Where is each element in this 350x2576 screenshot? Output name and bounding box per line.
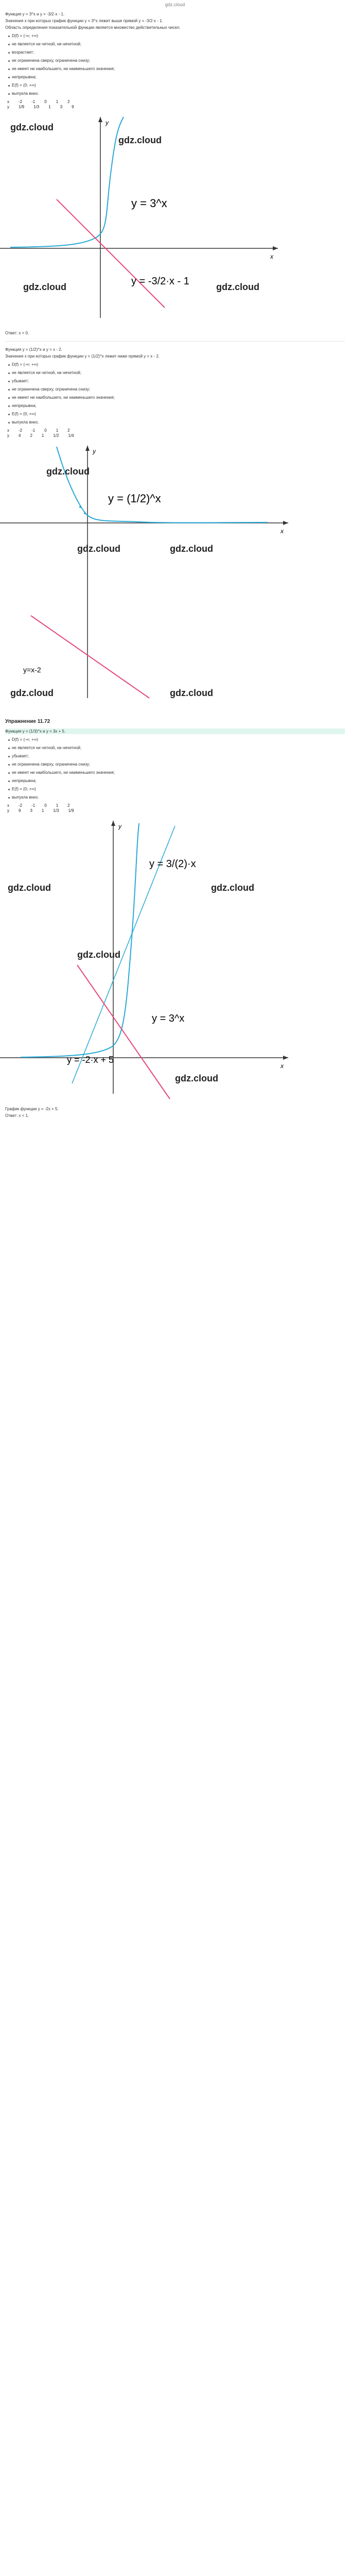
graph1-svg (0, 112, 350, 328)
table-row: y 1/9 1/3 1 3 9 (7, 105, 74, 109)
watermark: gdz.cloud (77, 950, 120, 960)
part2-section (0, 328, 350, 438)
graph2-label-exp: y = (1/2)^x (108, 492, 161, 505)
watermark: gdz.cloud (10, 122, 54, 132)
part1-section (0, 9, 350, 110)
graph3 (0, 816, 350, 1104)
x-axis-label: x (281, 528, 284, 535)
values-table (7, 99, 345, 110)
bullet-icon (8, 389, 10, 391)
prop-item: не ограничена сверху, ограничена снизу; (8, 58, 345, 63)
bullet-icon (8, 405, 10, 407)
part1-props-title: Область определения показательной функции является множество действительных чисел. (5, 25, 181, 30)
prop-item: не ограничена сверху, ограничена снизу; (8, 762, 345, 767)
watermark: gdz.cloud (170, 544, 213, 554)
bullet-icon (8, 372, 10, 374)
watermark: gdz.cloud (10, 688, 54, 698)
exercise-heading: Упражнение 11.72 (5, 719, 50, 724)
prop-item: выпукла вниз. (8, 795, 345, 800)
watermark: gdz.cloud (8, 883, 51, 893)
x-arrow-icon (273, 246, 278, 250)
bullet-icon (8, 381, 10, 382)
prop-item: D(f) = (-∞; +∞) (8, 362, 345, 367)
footer-line1: График функции y = -2x + 5. (5, 1107, 59, 1111)
part1-func: Функция y = 3^x и y = -3/2·x - 1. (5, 12, 65, 16)
bullet-icon (8, 36, 10, 37)
x-axis-label: x (281, 1062, 284, 1070)
y-arrow-icon (111, 821, 115, 826)
watermark: gdz.cloud (46, 466, 90, 477)
graph2-label-line: y=x-2 (23, 666, 41, 674)
top-bar (0, 0, 350, 9)
bullet-icon (8, 781, 10, 782)
x-arrow-icon (283, 1056, 288, 1060)
bullet-icon (8, 44, 10, 45)
bullet-icon (8, 789, 10, 790)
watermark: gdz.cloud (170, 688, 213, 698)
curve-exp (57, 447, 268, 523)
bullet-icon (8, 797, 10, 799)
graph3-label-exp: y = 3^x (152, 1013, 185, 1024)
prop-item: E(f) = (0; +∞) (8, 412, 345, 417)
prop-item: убывает; (8, 379, 345, 384)
part1-answer: Ответ: x > 0. (5, 331, 29, 335)
prop-item: выпукла вниз. (8, 91, 345, 96)
line-linear (31, 616, 149, 698)
x-axis-label: x (270, 253, 273, 260)
part2-func: Функция y = (1/2)^x и y = x - 2. (5, 347, 62, 352)
bullet-icon (8, 77, 10, 78)
bullet-icon (8, 414, 10, 415)
prop-item: не является ни четной, ни нечетной; (8, 745, 345, 751)
part3-func: Функция y = (1/3)^x и y = 3x + 5. (5, 728, 345, 734)
site-title[interactable]: gdz.cloud (165, 2, 185, 7)
graph2 (0, 440, 350, 708)
prop-item: не имеет ни наибольшего, ни наименьшего значения; (8, 770, 345, 775)
curve-exp (21, 823, 139, 1057)
y-axis-label: y (118, 823, 121, 830)
bullet-icon (8, 756, 10, 757)
prop-item: D(f) = (-∞; +∞) (8, 737, 345, 742)
part1-intro: Значения x при которых график функции y = 3^x лежит выше прямой y = -3/2·x - 1. (5, 19, 163, 23)
bullet-icon (8, 85, 10, 87)
bullet-icon (8, 93, 10, 95)
prop-item: не имеет ни наибольшего, ни наименьшего значения; (8, 395, 345, 400)
y-axis-label: y (106, 119, 109, 126)
table-row: x -2 -1 0 1 2 (7, 428, 70, 433)
graph1 (0, 112, 350, 328)
divider (5, 341, 345, 342)
graph3-label-line: y = -2·x + 5 (67, 1055, 114, 1065)
curve-point (79, 506, 81, 508)
bullet-icon (8, 739, 10, 741)
watermark: gdz.cloud (23, 282, 66, 292)
graph1-label-exp: y = 3^x (131, 197, 167, 210)
watermark: gdz.cloud (211, 883, 254, 893)
x-arrow-icon (283, 521, 288, 525)
bullet-icon (8, 60, 10, 62)
prop-item: непрерывна; (8, 75, 345, 80)
watermark: gdz.cloud (118, 135, 162, 145)
prop-item: не имеет ни наибольшего, ни наименьшего значения; (8, 66, 345, 72)
bullet-icon (8, 52, 10, 54)
prop-item: E(f) = (0; +∞) (8, 787, 345, 792)
watermark: gdz.cloud (175, 1073, 218, 1083)
bullet-icon (8, 422, 10, 423)
footer-section (0, 1104, 350, 1118)
prop-item: не является ни четной, ни нечетной; (8, 42, 345, 47)
table-row: x -2 -1 0 1 2 (7, 803, 70, 808)
part2-intro: Значения x при которых график функции y = (1/2)^x лежит ниже прямой y = x - 2. (5, 354, 160, 359)
prop-item: убывает; (8, 754, 345, 759)
line-linear (77, 965, 170, 1099)
prop-item: не является ни четной, ни нечетной; (8, 370, 345, 376)
prop-item: возрастает; (8, 50, 345, 55)
prop-item: непрерывна; (8, 778, 345, 784)
values-table (7, 428, 345, 438)
prop-item: D(f) = (-∞; +∞) (8, 33, 345, 39)
bullet-icon (8, 748, 10, 749)
bullet-icon (8, 364, 10, 366)
watermark: gdz.cloud (216, 282, 259, 292)
prop-item: непрерывна; (8, 403, 345, 409)
graph1-label-line: y = -3/2·x - 1 (131, 276, 189, 287)
curve-point (84, 512, 86, 514)
bullet-icon (8, 772, 10, 774)
bullet-icon (8, 69, 10, 70)
y-arrow-icon (98, 117, 102, 122)
values-table (7, 803, 345, 814)
graph3-label-line2: y = 3/(2)·x (149, 858, 196, 870)
bullet-icon (8, 397, 10, 399)
prop-item: не ограничена сверху, ограничена снизу; (8, 387, 345, 392)
curve-exp (10, 117, 124, 247)
prop-item: выпукла вниз. (8, 420, 345, 425)
table-row: x -2 -1 0 1 2 (7, 99, 70, 104)
table-row: y 9 3 1 1/3 1/9 (7, 808, 74, 813)
part3-section (0, 708, 350, 814)
y-axis-label: y (93, 448, 96, 455)
prop-item: E(f) = (0; +∞) (8, 83, 345, 88)
footer-line2: Ответ: x < 1. (5, 1113, 29, 1118)
bullet-icon (8, 764, 10, 766)
y-arrow-icon (85, 446, 90, 451)
table-row: y 4 2 1 1/2 1/4 (7, 433, 74, 438)
graph3-svg (0, 816, 350, 1104)
watermark: gdz.cloud (77, 544, 120, 554)
graph2-svg (0, 440, 350, 708)
line-linear (57, 199, 165, 308)
